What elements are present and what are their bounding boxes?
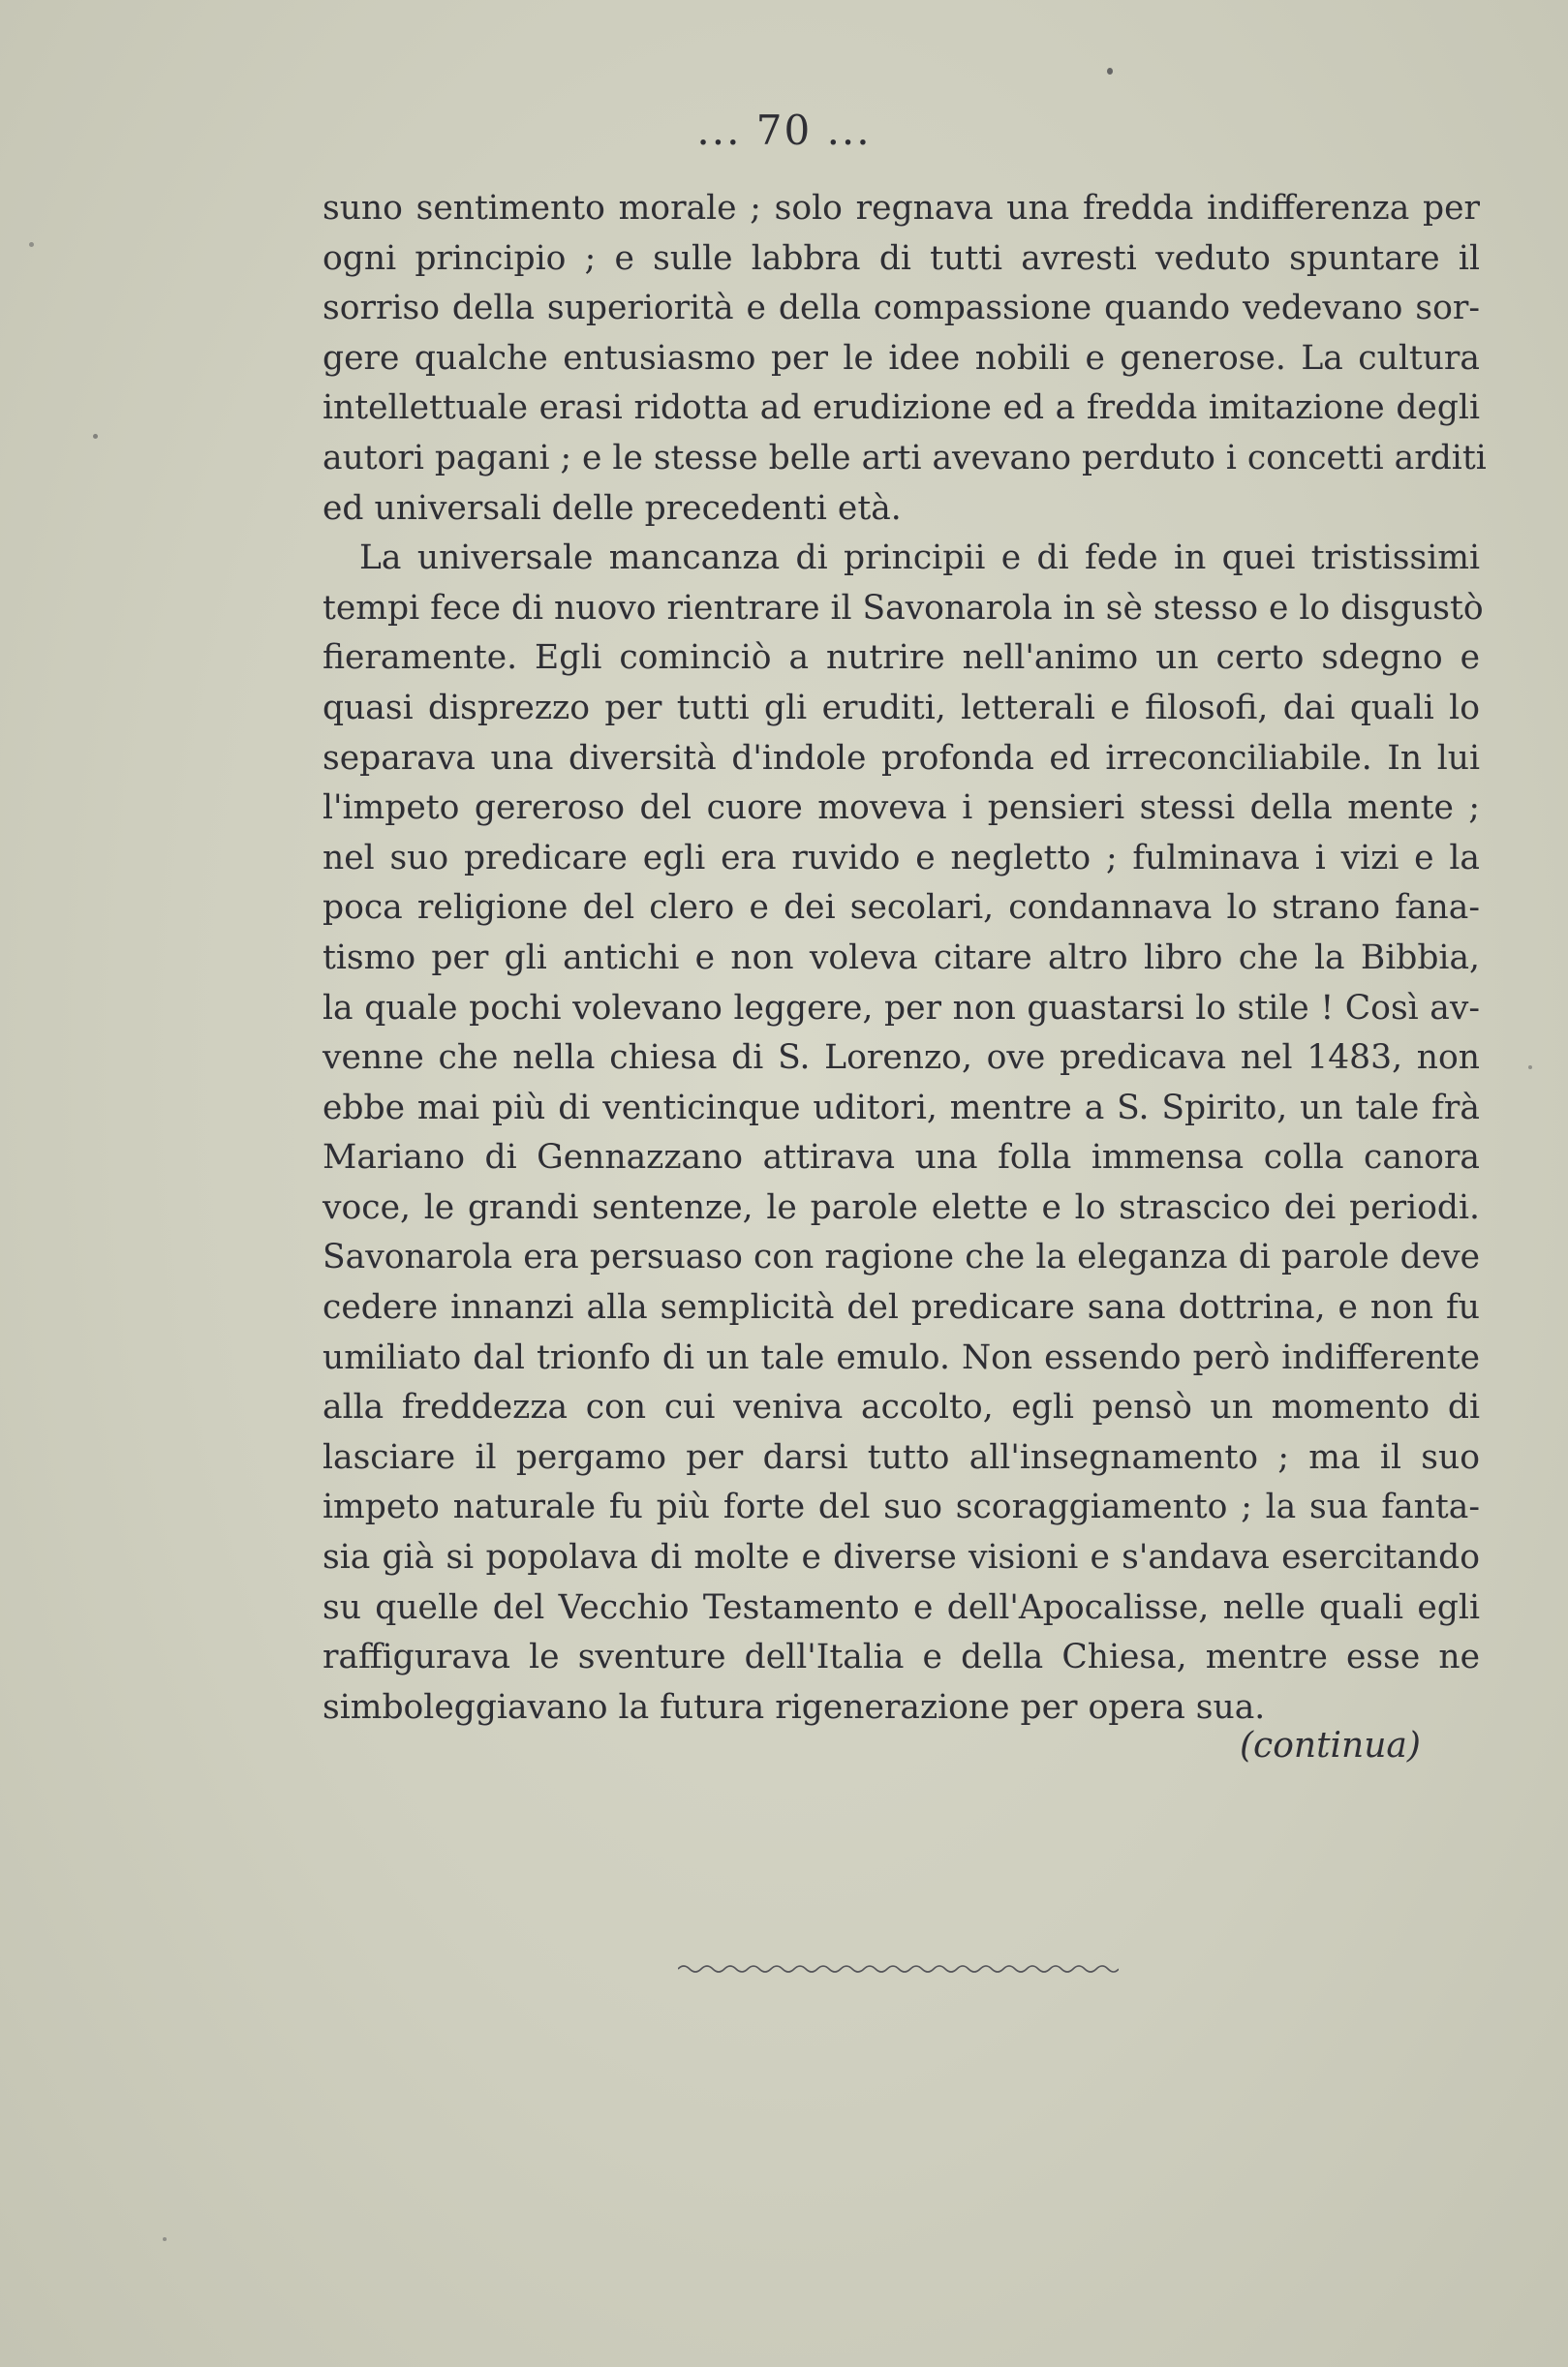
text-line: nel suo predicare egli era ruvido e negletto ; fulminava i vizi e la (323, 838, 1480, 877)
text-line: poca religione del clero e dei secolari, condannava lo strano fana- (323, 888, 1480, 928)
text-line: sorriso della superiorità e della compassione quando vedevano sor- (323, 289, 1480, 328)
text-line: cedere innanzi alla semplicità del predicare sana dottrina, e non fu (323, 1288, 1480, 1328)
paragraph-first-line: La universale mancanza di principii e di fede in quei tristissimi (359, 538, 1480, 578)
text-line: l'impeto gereroso del cuore moveva i pensieri stessi della mente ; (323, 788, 1480, 828)
text-line: tismo per gli antichi e non voleva citare altro libro che la Bibbia, (323, 938, 1480, 977)
text-line: separava una diversità d'indole profonda ed irreconciliabile. In lui (323, 738, 1480, 778)
text-line: Savonarola era persuaso con ragione che la eleganza di parole deve (323, 1238, 1480, 1277)
paper-speck (163, 2237, 167, 2241)
text-line: ed universali delle precedenti età. (323, 488, 902, 528)
text-line: gere qualche entusiasmo per le idee nobili e generose. La cultura (323, 338, 1480, 378)
text-line: la quale pochi volevano leggere, per non guastarsi lo stile ! Così av- (323, 988, 1480, 1028)
text-line: lasciare il pergamo per darsi tutto all'insegnamento ; ma il suo (323, 1437, 1480, 1477)
text-line: Mariano di Gennazzano attirava una folla immensa colla canora (323, 1138, 1480, 1178)
text-line: simboleggiavano la futura rigenerazione per opera sua. (323, 1687, 1266, 1727)
paper-speck (1107, 68, 1113, 75)
text-line: voce, le grandi sentenze, le parole elette e lo strascico dei periodi. (323, 1187, 1480, 1227)
paper-speck (93, 434, 98, 439)
text-line: umiliato dal trionfo di un tale emulo. Non essendo però indifferente (323, 1337, 1480, 1377)
text-line: venne che nella chiesa di S. Lorenzo, ove predicava nel 1483, non (323, 1038, 1480, 1078)
text-line: sia già si popolava di molte e diverse visioni e s'andava esercitando (323, 1538, 1480, 1578)
text-line: raffigurava le sventure dell'Italia e della Chiesa, mentre esse ne (323, 1638, 1480, 1677)
text-line: autori pagani ; e le stesse belle arti avevano perduto i concetti arditi (323, 438, 1487, 477)
text-line: intellettuale erasi ridotta ad erudizione ed a fredda imitazione degli (323, 388, 1480, 428)
continua-note: (continua) (1240, 1726, 1421, 1766)
text-line: impeto naturale fu più forte del suo scoraggiamento ; la sua fanta- (323, 1488, 1480, 1527)
text-line: ebbe mai più di venticinque uditori, mentre a S. Spirito, un tale frà (323, 1088, 1480, 1127)
body-text (323, 184, 1487, 1733)
text-line: su quelle del Vecchio Testamento e dell'Apocalisse, nelle quali egli (323, 1587, 1480, 1627)
paper-speck (1528, 1065, 1532, 1069)
text-line: fieramente. Egli cominciò a nutrire nell'animo un certo sdegno e (323, 638, 1480, 678)
wavy-rule-ornament (678, 1962, 1119, 1976)
page-number: ... 70 ... (696, 107, 872, 154)
paper-speck (29, 242, 34, 247)
text-line: suno sentimento morale ; solo regnava una fredda indifferenza per (323, 189, 1480, 228)
text-line: quasi disprezzo per tutti gli eruditi, letterali e filosofi, dai quali lo (323, 688, 1480, 727)
text-line: ogni principio ; e sulle labbra di tutti avresti veduto spuntare il (323, 238, 1480, 278)
text-line: alla freddezza con cui veniva accolto, egli pensò un momento di (323, 1388, 1480, 1428)
text-line: tempi fece di nuovo rientrare il Savonarola in sè stesso e lo disgustò (323, 588, 1484, 628)
